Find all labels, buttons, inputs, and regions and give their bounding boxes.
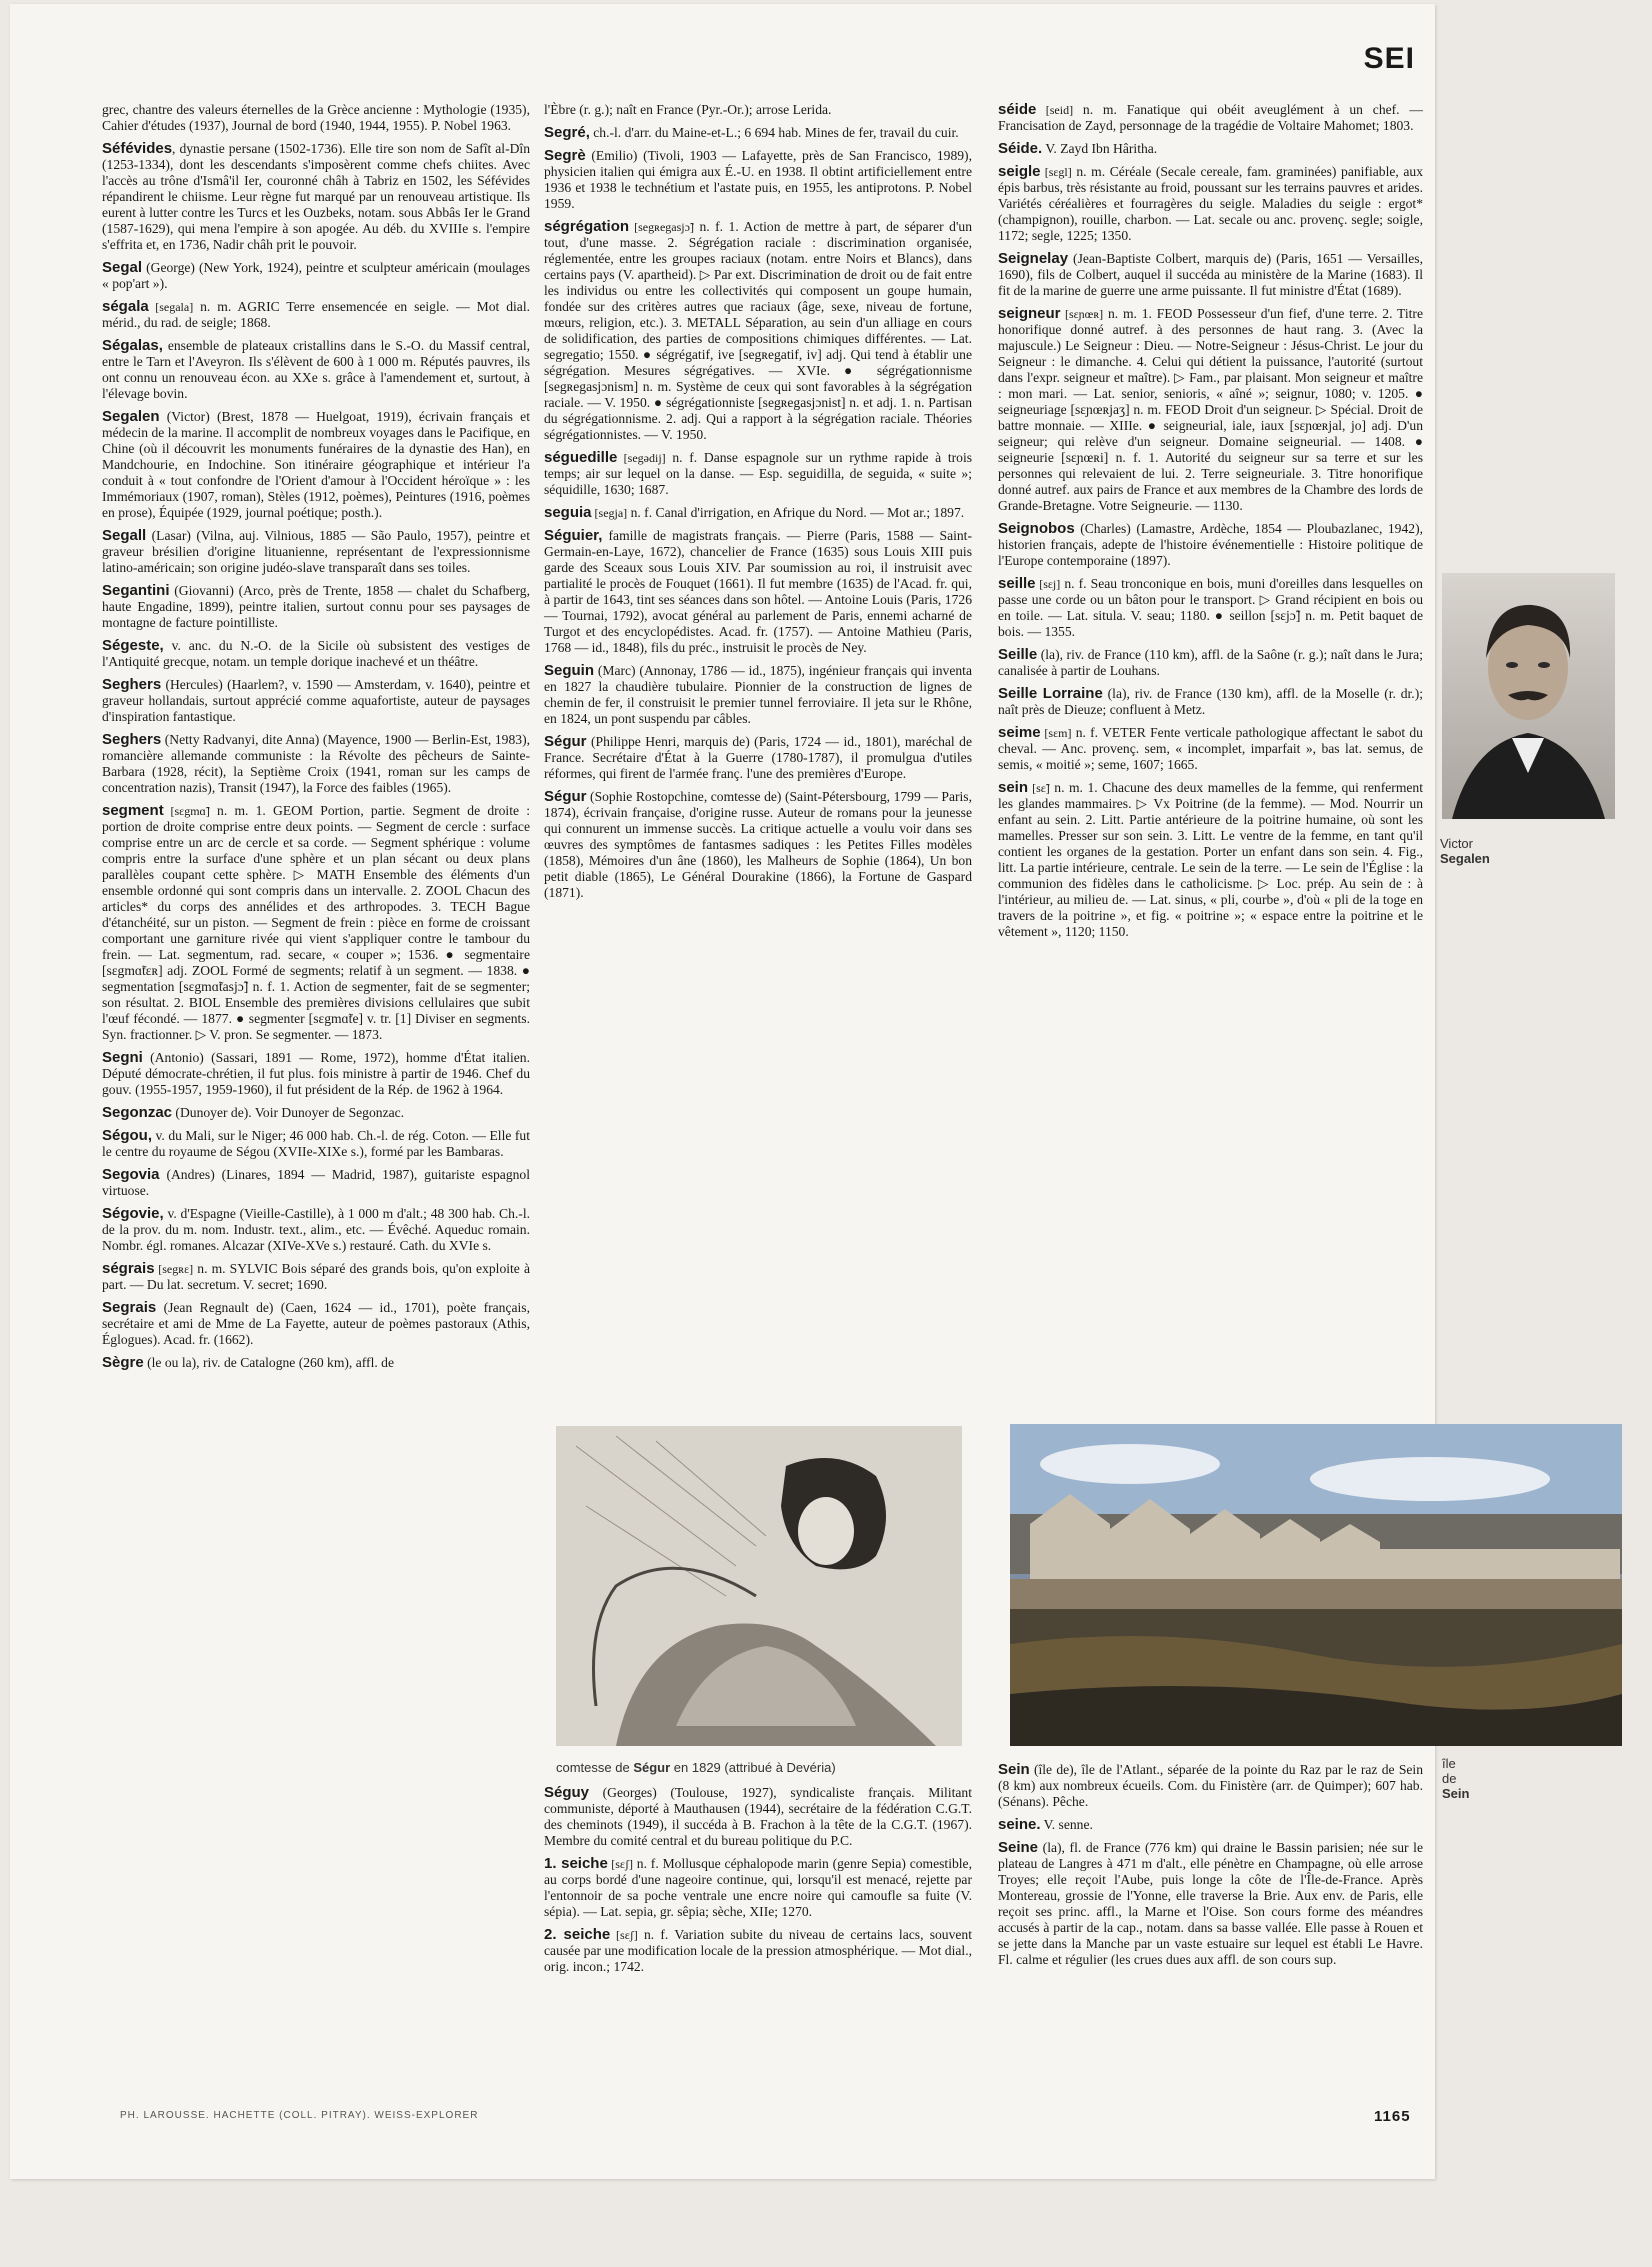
entry-headword: seille — [998, 575, 1036, 592]
sein-photo — [1010, 1424, 1622, 1746]
dictionary-entry — [544, 734, 972, 782]
entry-headword: Segal — [102, 259, 143, 276]
entry-definition: (Victor) (Brest, 1878 — Huelgoat, 1919), écrivain français et médecin de la marine. Il accomplit de nombreux voyages dans le Pacifique, en Chine (où il découvrit les monuments funéraires de la dynastie des Han), en Mandchourie, en Indochine. Son itinéraire géographique et intérieur l'a conduit à « tout confondre de l'Orient d'amour à l'Occident héroïque » : les Immémoriaux (1907, roman), Stèles (1912, poèmes), Peintures (1916, poèmes en prose), Équipée (1929, journal poétique; posth.). — [102, 409, 530, 520]
entry-headword: Séfévides — [102, 140, 173, 157]
dictionary-entry — [544, 505, 972, 521]
entry-definition: n. m. 1. FEOD Possesseur d'un fief, d'une terre. 2. Titre honorifique donné autref. à des personnes de haut rang. 3. (Avec la majuscule.) Le Seigneur : Dieu. — Notre-Seigneur : Jésus-Christ. Le jour du Seigneur : le dimanche. 4. Celui qui détient la puissance, l'autorité (surtout dans l'expr. seigneur et maître). ▷ Fam., par plaisant. Mon seigneur et maître : mon mari. — Lat. senior, senioris, « aîné »; seignur, 1080; v. 1205. ● seigneuriage [sɛɲœʀjaʒ] n. m. FEOD Droit d'un seigneur. ▷ Spécial. Droit de battre monnaie. — XIIIe. ● seigneurial, iale, iaux [sɛɲœʀjal, jo] adj. D'un seigneur; qui relève d'un seigneur. Domaine seigneurial. — 1408. ● seigneurie [sɛɲœʀi] n. f. 1. Autorité du seigneur sur sa terre et sur les personnes qui relevaient de lui. 2. Terre seigneuriale. 3. Titre honorifique donné autref. aux pairs de France et aux membres de la Chambre des lords de Grande-Bretagne. Votre Seigneurie. — 1130. — [998, 306, 1423, 513]
entry-headword: Segré, — [544, 124, 590, 141]
entry-headword: Seille Lorraine — [998, 685, 1103, 702]
segalen-portrait — [1442, 573, 1615, 819]
entry-pronunciation: [sɛm] — [1040, 726, 1072, 740]
entry-pronunciation: [sɛʃ] — [607, 1857, 633, 1871]
entry-pronunciation: [segja] — [591, 506, 628, 520]
entry-definition: n. m. SYLVIC Bois séparé des grands bois, qu'on exploite à part. — Du lat. secretum. V. secret; 1690. — [102, 1261, 530, 1292]
entry-definition: n. f. Seau tronconique en bois, muni d'oreilles dans lesquelles on passe une corde ou un bâton pour le transport. ▷ Grand récipient en bois ou en toile. — Lat. situla. V. seau; 1180. ● seillon [sɛjɔ̃] n. m. Petit baquet de bois. — 1355. — [998, 576, 1423, 639]
sein-caption — [1442, 1756, 1469, 1801]
dictionary-entry — [998, 164, 1423, 244]
entry-definition: V. Zayd Ibn Hâritha. — [1042, 141, 1158, 156]
entry-definition: (le ou la), riv. de Catalogne (260 km), affl. de — [143, 1355, 394, 1370]
entry-definition: (Jean-Baptiste Colbert, marquis de) (Paris, 1651 — Versailles, 1690), fils de Colbert, auquel il succéda au ministère de la Marine (1683). Il fit de la marine de guerre une arme puissante. Il fut ministre d'État (1689). — [998, 251, 1423, 298]
entry-definition: n. m. 1. Chacune des deux mamelles de la femme, qui renferment les glandes mammaires. ▷ Vx Poitrine (de la femme). — Mod. Nourrir un enfant au sein. 2. Litt. Partie antérieure de la poitrine humaine, où sont les mamelles. Presser sur son sein. 3. Litt. Le ventre de la femme, en tant qu'il contient les organes de la gestation. Porter un enfant dans son sein. 4. Fig., litt. La partie intérieure, centrale. Le sein de la terre. — Le sein de l'Église : la communion des fidèles dans le catholicisme. ▷ Loc. prép. Au sein de : à l'intérieur, au milieu de. — Lat. sinus, « pli, courbe », d'où « pli de la toge en travers de la poitrine », et fig. « poitrine »; « espace entre la poitrine et le vêtement », 1120; 1150. — [998, 780, 1423, 939]
column-1 — [102, 102, 530, 1378]
entry-definition: v. du Mali, sur le Niger; 46 000 hab. Ch.-l. de rég. Coton. — Elle fut le centre du royaume de Ségou (XVIIe-XIXe s.), formé par les Bambaras. — [102, 1128, 530, 1159]
column-3-bottom — [998, 1762, 1423, 1975]
entry-definition: famille de magistrats français. — Pierre (Paris, 1588 — Saint-Germain-en-Laye, 1672), chancelier de France (1635) sous Louis XIII puis garde des Sceaux sous Louis XIV. Par soumission au roi, il instruisit avec partialité le procès de Fouquet (1661). Il fut membre (1635) de l'Acad. fr. qui, à partir de 1643, tint ses séances dans son hôtel. — Antoine Louis (Paris, 1726 — Tournai, 1792), avocat général au parlement de Paris, ennemi acharné de Turgot et des encyclopédistes. Acad. fr. (1757). — Antoine Mathieu (Paris, 1768 — id., 1848), fils du préc., instruisit le procès de Ney. — [544, 528, 972, 655]
entry-headword: Segonzac — [102, 1104, 173, 1121]
entry-definition: v. anc. du N.-O. de la Sicile où subsistent des vestiges de l'Antiquité grecque, notam. un temple dorique inachevé et un théâtre. — [102, 638, 530, 669]
entry-definition: n. m. Céréale (Secale cereale, fam. graminées) panifiable, aux épis barbus, très résistante au froid, poussant sur les terrains pauvres et arides. Variétés céréalières et fourragères du seigle. Maladies du seigle : ergot* (champignon), rouille, charbon. — Lat. secale ou anc. provenç. segle; soigle, 1172; segle, 1225; 1350. — [998, 164, 1424, 243]
dictionary-entry — [102, 338, 530, 402]
dictionary-page — [10, 4, 1490, 2179]
segur-caption — [556, 1760, 836, 1775]
dictionary-entry — [544, 102, 972, 118]
dictionary-entry — [102, 141, 530, 253]
column-2 — [544, 102, 972, 908]
dictionary-entry — [544, 663, 972, 727]
entry-headword: Seille — [998, 646, 1038, 663]
dictionary-entry — [998, 576, 1423, 640]
entry-definition: (Netty Radvanyi, dite Anna) (Mayence, 1900 — Berlin-Est, 1983), romancière allemande communiste : la Révolte des pêcheurs de Sainte-Barbara (1928, récit), la Septième Croix (1941, roman sur les camps de concentration nazis), Transit (1947), la Force des faibles (1965). — [102, 732, 530, 795]
entry-definition: (Hercules) (Haarlem?, v. 1590 — Amsterdam, v. 1640), peintre et graveur hollandais, surtout apprécié comme aquafortiste, auteur de paysages d'inspiration fantastique. — [102, 677, 530, 724]
entry-headword: Segall — [102, 527, 147, 544]
entry-definition: n. m. 1. GEOM Portion, partie. Segment de droite : portion de droite comprise entre deux points. — Segment de cercle : surface comprise entre un arc de cercle et sa corde. — Segment sphérique : volume compris entre la surface d'une sphère et un plan sécant ou deux plans parallèles coupant cette sphère. ▷ MATH Ensemble des éléments d'un ensemble ordonné qui sont compris dans un intervalle. 2. ZOOL Chacun des articles* du corps des annélides et des arthropodes. 3. TECH Bague d'étanchéité, sur un piston. — Segment de frein : pièce en forme de croissant comportant une garniture rivée qui vient s'appliquer contre le tambour du frein. — Lat. segmentum, rad. secare, « couper »; 1536. ● segmentaire [sɛgmɑ̃tɛʀ] adj. ZOOL Formé de segments; relatif à un segment. — 1838. ● segmentation [sɛgmɑ̃tasjɔ̃] n. f. 1. Action de segmenter, fait de se segmenter; son résultat. 2. BIOL Ensemble des premières divisions cellulaires que subit l'œuf fécondé. — 1877. ● segmenter [sɛgmɑ̃te] v. tr. [1] Diviser en segments. Syn. fractionner. ▷ V. pron. Se segmenter. — 1873. — [102, 803, 531, 1042]
dictionary-entry — [102, 409, 530, 521]
dictionary-entry — [998, 1840, 1423, 1968]
entry-definition: (Sophie Rostopchine, comtesse de) (Saint-Pétersbourg, 1799 — Paris, 1874), écrivain française, d'origine russe. Auteur de romans pour la jeunesse qui connurent un immense succès. La critique actuelle a voulu voir dans ses œuvres des symptômes de fantasmes sadiques : les Petites Filles modèles (1858), Mémoires d'un âne (1860), les Malheurs de Sophie (1864), Un bon petit diable (1865), Le Général Dourakine (1866), la Fortune de Gaspard (1871). — [544, 789, 972, 900]
entry-pronunciation: [segʀɛ] — [154, 1262, 194, 1276]
entry-headword: ségrais — [102, 1260, 155, 1277]
dictionary-entry — [102, 299, 530, 331]
entry-headword: Seguin — [544, 662, 595, 679]
entry-definition: (Emilio) (Tivoli, 1903 — Lafayette, près de San Francisco, 1989), physicien italien qui émigra aux É.-U. en 1938. Il obtint artificiellement entre 1936 et 1938 le technétium et l'astate puis, en 1955, les antiprotons. P. Nobel 1959. — [544, 148, 972, 211]
entry-headword: Segni — [102, 1049, 143, 1066]
dictionary-entry — [544, 125, 972, 141]
dictionary-entry — [102, 732, 530, 796]
entry-definition: ensemble de plateaux cristallins dans le S.-O. du Massif central, entre le Tarn et l'Aveyron. Ils s'élèvent de 600 à 1 000 m. Réputés pauvres, ils ont connu un renouveau écon. au XXe s. grâce à l'amendement et, surtout, à l'élevage bovin. — [102, 338, 530, 401]
dictionary-entry — [102, 1355, 530, 1371]
entry-headword: seime — [998, 724, 1041, 741]
caption-name: Segalen — [1440, 851, 1490, 866]
entry-pronunciation: [sɛ̃] — [1028, 781, 1050, 795]
column-2-bottom — [544, 1785, 972, 1982]
dictionary-entry — [998, 102, 1423, 134]
dictionary-entry — [102, 102, 530, 134]
entry-definition: , dynastie persane (1502-1736). Elle tire son nom de Safît al-Dîn (1253-1334), dont les descendants s'imposèrent comme chefs chiites. Avec l'accès au trône d'Ismâ'il Ier, couronné châh à Tabriz en 1502, les Séfévides répandirent le chiisme. Leur règne fut marqué par un renouveau artistique. Ils eurent à lutter contre les Turcs et les Ouzbeks, notam. sous Abbâs Ier le Grand (1587-1629), qui mena l'empire à son apogée. Au déb. du XVIIIe s. l'empire s'effrita et, en 1736, Nadir châh prit le pouvoir. — [102, 141, 530, 252]
dictionary-entry — [544, 1785, 972, 1849]
entry-headword: Séide. — [998, 140, 1043, 157]
entry-definition: n. f. VETER Fente verticale pathologique affectant le sabot du cheval. — Anc. provenç. sem, « incomplet, imparfait », bas lat. semus, de semis, « moitié »; seme, 1607; 1665. — [998, 725, 1423, 772]
page-number: 1165 — [1374, 2108, 1411, 2125]
entry-pronunciation: [segʀegasjɔ̃] — [629, 220, 694, 234]
entry-definition: ch.-l. d'arr. du Maine-et-L.; 6 694 hab. Mines de fer, travail du cuir. — [589, 125, 959, 140]
entry-headword: Ségovie, — [102, 1205, 164, 1222]
entry-headword: séguedille — [544, 449, 618, 466]
dictionary-entry — [102, 1167, 530, 1199]
entry-definition: (Andres) (Linares, 1894 — Madrid, 1987), guitariste espagnol virtuose. — [102, 1167, 530, 1198]
entry-headword: séide — [998, 101, 1037, 118]
entry-headword: seigneur — [998, 305, 1061, 322]
entry-headword: 1. seiche — [544, 1855, 608, 1872]
entry-definition: n. f. Variation subite du niveau de certains lacs, souvent causée par une modification locale de la pression atmosphérique. — Mot dial., orig. incon.; 1742. — [544, 1927, 972, 1974]
entry-headword: Sègre — [102, 1354, 144, 1371]
entry-headword: Ségalas, — [102, 337, 163, 354]
segur-drawing — [556, 1426, 962, 1746]
dictionary-entry — [544, 1927, 972, 1975]
entry-headword: Ségur — [544, 733, 587, 750]
entry-definition: (Giovanni) (Arco, près de Trente, 1858 — chalet du Schafberg, haute Engadine, 1899), peintre italien, surtout connu pour ses paysages de montagne de facture pointilliste. — [102, 583, 530, 630]
entry-headword: Seine — [998, 1839, 1039, 1856]
entry-definition: n. f. Danse espagnole sur un rythme rapide à trois temps; air sur lequel on la danse. — Esp. seguidilla, de seguida, « suite »; séquidille, 1630; 1687. — [544, 450, 973, 497]
entry-definition: (Jean Regnault de) (Caen, 1624 — id., 1701), poète français, secrétaire et ami de Mme de La Fayette, auteur de poèmes pastoraux (Athis, Églogues). Acad. fr. (1662). — [102, 1300, 530, 1347]
entry-pronunciation: [sɛgmɑ̃] — [163, 804, 210, 818]
dictionary-entry — [544, 528, 972, 656]
entry-headword: seigle — [998, 163, 1041, 180]
entry-definition: n. m. AGRIC Terre ensemencée en seigle. — Mot dial. mérid., du rad. de seigle; 1868. — [102, 299, 530, 330]
entry-headword: Segrais — [102, 1299, 157, 1316]
entry-headword: seine. — [998, 1816, 1041, 1833]
dictionary-entry — [998, 521, 1423, 569]
entry-headword: Ségeste, — [102, 637, 164, 654]
entry-pronunciation: [sɛɲœʀ] — [1060, 307, 1104, 321]
entry-headword: sein — [998, 779, 1029, 796]
entry-pronunciation: [seid] — [1036, 103, 1074, 117]
entry-headword: Séguier, — [544, 527, 603, 544]
entry-definition: (George) (New York, 1924), peintre et sculpteur américain (moulages « pop'art »). — [102, 260, 530, 291]
dictionary-entry — [998, 1817, 1423, 1833]
entry-headword: Sein — [998, 1761, 1030, 1778]
entry-pronunciation: [sɛʃ] — [610, 1928, 638, 1942]
entry-definition: n. f. 1. Action de mettre à part, de séparer d'un tout, d'une masse. 2. Ségrégation raciale : discrimination organisée, réglementée, entre les groupes raciaux (notam. entre Noirs et Blancs), dans certains pays (V. apartheid). ▷ Par ext. Discrimination de droit ou de fait entre les individus ou entre les collectivités qui composent un goupe humain, fondée sur des critères autres que raciaux (âge, sexe, niveau de fortune, mœurs, religion, etc.). 3. METALL Séparation, au sein d'un alliage en cours de solidification, des parties de compositions chimiques différentes. — Lat. segregatio; 1550. ● ségrégatif, ive [segʀegatif, iv] adj. Qui tend à établir une ségrégation. Mesures ségrégatives. — XVIe. ● ségrégationnisme [segʀegasjɔnism] n. m. Système de ceux qui sont favorables à la ségrégation raciale. — V. 1950. ● ségrégationniste [segʀegasjɔnist] n. et adj. 1. n. Partisan du ségrégationnisme. 2. adj. Qui a rapport à la ségrégation raciale. Théories ségrégationnistes. — V. 1950. — [544, 219, 972, 442]
entry-definition: (Georges) (Toulouse, 1927), syndicaliste français. Militant communiste, déporté à Mauthausen (1944), secrétaire de la fédération C.G.T. des cheminots (1949), il succéda à B. Frachon à la tête de la C.G.T. (1967). Membre du comité central et du bureau politique du P.C. — [544, 1785, 972, 1848]
dictionary-entry — [102, 1300, 530, 1348]
entry-definition: (la), riv. de France (130 km), affl. de la Moselle (r. dr.); naît près de Dieuze; confluent à Metz. — [998, 686, 1424, 717]
dictionary-entry — [102, 638, 530, 670]
entry-pronunciation: [segədij] — [617, 451, 666, 465]
entry-pronunciation: [segala] — [148, 300, 194, 314]
entry-headword: ségrégation — [544, 218, 630, 235]
entry-headword: Ségur — [544, 788, 587, 805]
entry-definition: (Philippe Henri, marquis de) (Paris, 1724 — id., 1801), maréchal de France. Secrétaire d'État à la Guerre (1780-1787), il promulgua d'utiles réformes, qui firent de l'armée franç. l'une des premières d'Europe. — [544, 734, 972, 781]
entry-definition: (Lasar) (Vilna, auj. Vilnious, 1885 — São Paulo, 1957), peintre et graveur brésilien d'origine lituanienne, représentant de l'expressionnisme latino-américain; son origine judéo-slave transparaît dans ses toiles. — [102, 528, 530, 575]
dictionary-entry — [102, 1206, 530, 1254]
dictionary-entry — [544, 450, 972, 498]
entry-definition: (la), riv. de France (110 km), affl. de la Saône (r. g.); naît dans le Jura; canalisée à partir de Louhans. — [998, 647, 1423, 678]
entry-headword: Segovia — [102, 1166, 160, 1183]
dictionary-entry — [102, 528, 530, 576]
sein-photo-image — [1010, 1424, 1622, 1746]
dictionary-entry — [102, 677, 530, 725]
entry-headword: Seghers — [102, 731, 162, 748]
entry-headword: Seghers — [102, 676, 162, 693]
dictionary-entry — [998, 141, 1423, 157]
dictionary-entry — [544, 789, 972, 901]
entry-headword: segment — [102, 802, 164, 819]
entry-definition: (Dunoyer de). Voir Dunoyer de Segonzac. — [172, 1105, 405, 1120]
entry-headword: Seignobos — [998, 520, 1075, 537]
entry-definition: n. f. Canal d'irrigation, en Afrique du Nord. — Mot ar.; 1897. — [627, 505, 965, 520]
entry-headword: Séguy — [544, 1784, 590, 1801]
entry-headword: Segalen — [102, 408, 160, 425]
dictionary-entry — [544, 1856, 972, 1920]
segur-drawing-image — [556, 1426, 962, 1746]
column-3 — [998, 102, 1423, 947]
page-header: SEI — [1363, 42, 1415, 75]
dictionary-entry — [998, 647, 1423, 679]
dictionary-entry — [102, 260, 530, 292]
entry-definition: (la), fl. de France (776 km) qui draine le Bassin parisien; née sur le plateau de Langres à 471 m d'alt., elle pénètre en Champagne, où elle arrose Troyes; elle reçoit l'Aube, puis longe la côte de l'Île-de-France. Après Montereau, grossie de l'Yonne, elle traverse la Brie. Aux env. de Paris, elle reçoit ses princ. affl., la Marne et l'Oise. Son cours forme des méandres accusés à partir de la cap., notam. dans sa basse vallée. Elle passe à Rouen et se jette dans la Manche par un vaste estuaire sur lequel est établi Le Havre. Fl. calme et régulier (les crues dues aux affl. de son cours sup. — [998, 1840, 1423, 1967]
dictionary-entry — [102, 1128, 530, 1160]
entry-definition: v. d'Espagne (Vieille-Castille), à 1 000 m d'alt.; 48 300 hab. Ch.-l. de la prov. du m. nom. Industr. text., alim., etc. — Évêché. Aqueduc romain. Nombr. égl. romanes. Alcazar (XIVe-XVe s.) restauré. Cath. du XVIe s. — [102, 1206, 530, 1253]
entry-headword: Seignelay — [998, 250, 1069, 267]
caption-text: en 1829 (attribué à Devéria) — [670, 1760, 836, 1775]
dictionary-entry — [102, 1105, 530, 1121]
dictionary-entry — [544, 148, 972, 212]
segalen-portrait-image — [1442, 573, 1615, 819]
entry-headword: seguia — [544, 504, 592, 521]
entry-headword: 2. seiche — [544, 1926, 611, 1943]
entry-definition: (île de), île de l'Atlant., séparée de la pointe du Raz par le raz de Sein (8 km) aux nombreux écueils. Com. du Finistère (arr. de Quimper); 607 hab. (Sénans). Pêche. — [998, 1762, 1423, 1809]
entry-headword: Segrè — [544, 147, 586, 164]
entry-definition: n. m. Fanatique qui obéit aveuglément à un chef. — Francisation de Zayd, personnage de la tragédie de Voltaire Mahomet; 1803. — [998, 102, 1423, 133]
entry-definition: (Charles) (Lamastre, Ardèche, 1854 — Ploubazlanec, 1942), historien français, adepte de l'histoire événementielle : Histoire politique de l'Europe contemporaine (1897). — [998, 521, 1423, 568]
dictionary-entry — [102, 1261, 530, 1293]
entry-definition: V. senne. — [1040, 1817, 1093, 1832]
entry-definition: l'Èbre (r. g.); naît en France (Pyr.-Or.); arrose Lerida. — [544, 102, 832, 117]
dictionary-entry — [544, 219, 972, 443]
entry-headword: Segantini — [102, 582, 170, 599]
caption-name: Ségur — [633, 1760, 671, 1775]
entry-definition: n. f. Mollusque céphalopode marin (genre Sepia) comestible, au corps bordé d'une nageoire continue, qui, lorsqu'il est menacé, rejette par l'entonnoir de sa poche ventrale une encre noire qui camoufle sa fuite (V. sépia). — Lat. sepia, gr. sêpia; sèche, XIIe; 1270. — [544, 1856, 972, 1919]
dictionary-entry — [998, 780, 1423, 940]
dictionary-entry — [998, 725, 1423, 773]
caption-text: Victor — [1440, 836, 1473, 851]
entry-headword: Ségou, — [102, 1127, 153, 1144]
entry-pronunciation: [sɛgl] — [1040, 165, 1072, 179]
entry-pronunciation: [sɛj] — [1035, 577, 1061, 591]
entry-definition: (Marc) (Annonay, 1786 — id., 1875), ingénieur français qui inventa en 1827 la chaudière tubulaire. Pionnier de la construction de lignes de chemin de fer, il construisit le premier tunnel ferroviaire. Il jeta sur le Rhône, en 1824, un pont suspendu par câbles. — [544, 663, 972, 726]
caption-text: île de — [1442, 1756, 1457, 1786]
dictionary-entry — [998, 1762, 1423, 1810]
dictionary-entry — [998, 686, 1423, 718]
caption-name: Sein — [1442, 1786, 1470, 1801]
dictionary-entry — [998, 306, 1423, 514]
dictionary-entry — [102, 583, 530, 631]
entry-headword: ségala — [102, 298, 149, 315]
caption-text: comtesse de — [556, 1760, 634, 1775]
photo-credits: PH. LAROUSSE. HACHETTE (COLL. PITRAY). WEISS-EXPLORER — [120, 2110, 479, 2121]
dictionary-entry — [998, 251, 1423, 299]
dictionary-entry — [102, 803, 530, 1043]
entry-definition: grec, chantre des valeurs éternelles de la Grèce ancienne : Mythologie (1935), Cahier d'études (1937), Journal de bord (1940, 1944, 1955). P. Nobel 1963. — [102, 102, 530, 133]
entry-definition: (Antonio) (Sassari, 1891 — Rome, 1972), homme d'État italien. Député démocrate-chrétien, il fut plus. fois ministre à partir de 1946. Chef du gouv. (1955-1957, 1959-1960), il fut président de la Rép. de 1962 à 1964. — [102, 1050, 530, 1097]
dictionary-entry — [102, 1050, 530, 1098]
segalen-caption — [1440, 836, 1490, 866]
